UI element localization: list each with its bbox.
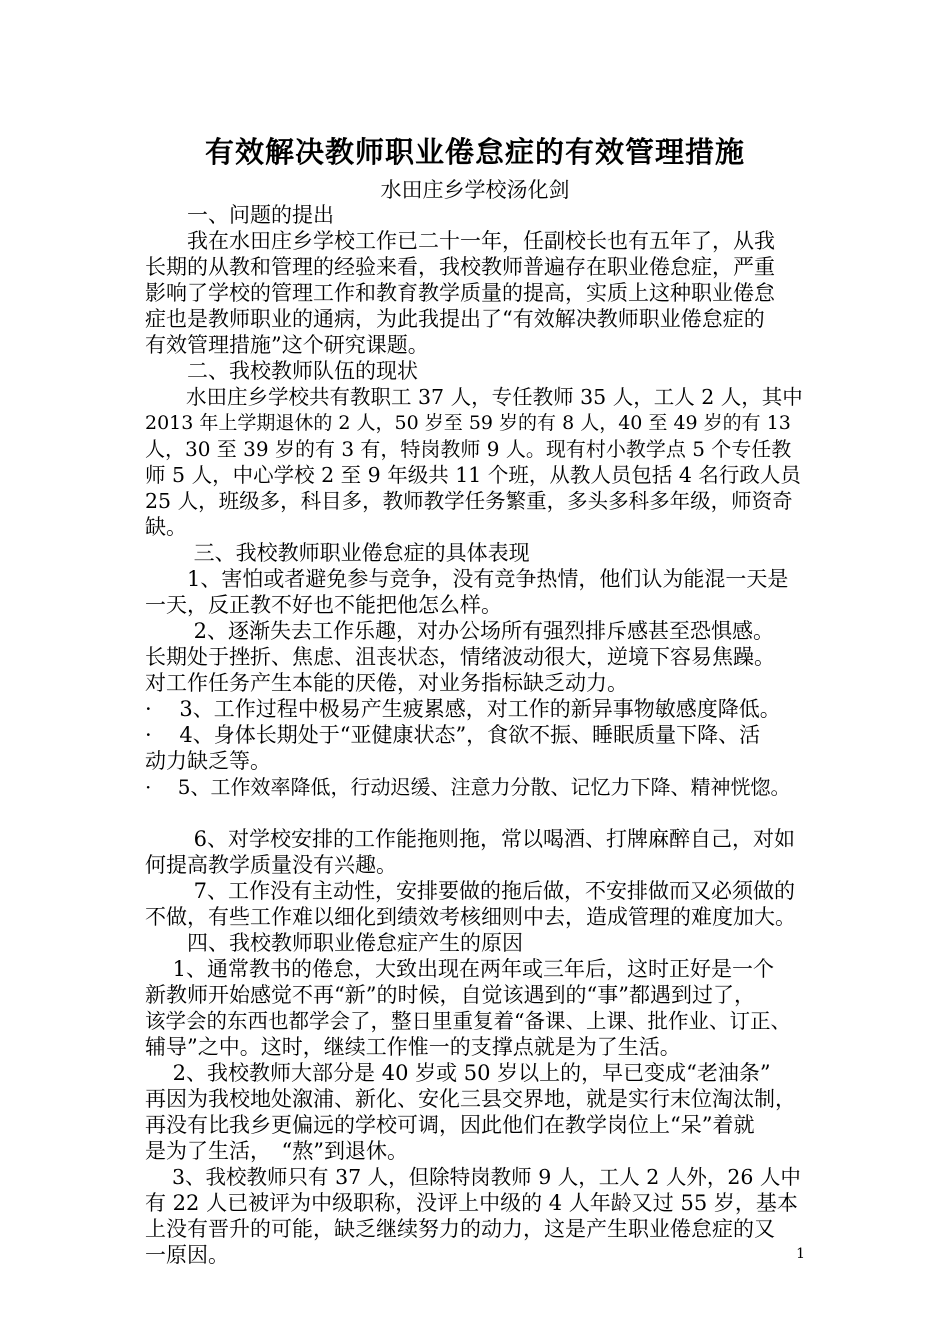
text-line: · 4、身体长期处于“亚健康状态”，食欲不振、睡眠质量下降、活 — [145, 723, 761, 747]
text-line: 一、问题的提出 — [145, 203, 334, 227]
text-line: 四、我校教师职业倦怠症产生的原因 — [145, 931, 523, 955]
text-line: 辅导”之中。这时，继续工作惟一的支撑点就是为了生活。 — [145, 1035, 681, 1059]
text-line: 1、害怕或者避免参与竞争，没有竞争热情，他们认为能混一天是 — [145, 567, 789, 591]
text-line: 一原因。 — [145, 1243, 229, 1267]
text-line: 3、我校教师只有 37 人，但除特岗教师 9 人，工人 2 人外，26 人中 — [145, 1165, 801, 1189]
text-line: 长期的从教和管理的经验来看，我校教师普遍存在职业倦怠症，严重 — [145, 255, 775, 279]
text-line: 人，30 至 39 岁的有 3 有，特岗教师 9 人。现有村小教学点 5 个专任教 — [145, 437, 792, 461]
text-line: 7、工作没有主动性，安排要做的拖后做，不安排做而又必须做的 — [145, 879, 796, 903]
text-line: 我在水田庄乡学校工作已二十一年，任副校长也有五年了，从我 — [145, 229, 775, 253]
text-line: 二、我校教师队伍的现状 — [145, 359, 418, 383]
text-line: 该学会的东西也都学会了，整日里重复着“备课、上课、批作业、订正、 — [145, 1009, 791, 1033]
text-line: 何提高教学质量没有兴趣。 — [145, 853, 397, 877]
text-line: 2、我校教师大部分是 40 岁或 50 岁以上的，早已变成“老油条” — [145, 1061, 771, 1085]
text-line: 缺。 — [145, 515, 187, 539]
text-line: 有效管理措施”这个研究课题。 — [145, 333, 429, 357]
text-line: 再没有比我乡更偏远的学校可调，因此他们在教学岗位上“呆”着就 — [145, 1113, 755, 1137]
text-line: 对工作任务产生本能的厌倦，对业务指标缺乏动力。 — [145, 671, 628, 695]
text-line: 1、通常教书的倦怠，大致出现在两年或三年后，这时正好是一个 — [145, 957, 775, 981]
text-line: 症也是教师职业的通病，为此我提出了“有效解决教师职业倦怠症的 — [145, 307, 765, 331]
document-author: 水田庄乡学校汤化剑 — [380, 178, 570, 202]
text-line: · 3、工作过程中极易产生疲累感，对工作的新异事物敏感度降低。 — [145, 697, 781, 721]
text-line: 6、对学校安排的工作能拖则拖，常以喝酒、打牌麻醉自己，对如 — [145, 827, 796, 851]
text-line: 影响了学校的管理工作和教育教学质量的提高，实质上这种职业倦怠 — [145, 281, 775, 305]
text-line: 再因为我校地处溆浦、新化、安化三县交界地，就是实行末位淘汰制， — [145, 1087, 796, 1111]
text-line: 有 22 人已被评为中级职称，没评上中级的 4 人年龄又过 55 岁，基本 — [145, 1191, 798, 1215]
text-line: 上没有晋升的可能，缺乏继续努力的动力，这是产生职业倦怠症的又 — [145, 1217, 775, 1241]
text-line: 长期处于挫折、焦虑、沮丧状态，情绪波动很大，逆境下容易焦躁。 — [145, 645, 775, 669]
text-line: 25 人，班级多，科目多，教师教学任务繁重，多头多科多年级，师资奇 — [145, 489, 793, 513]
text-line: 是为了生活， “熬”到退休。 — [145, 1139, 408, 1163]
text-line: 2、逐渐失去工作乐趣，对办公场所有强烈排斥感甚至恐惧感。 — [145, 619, 775, 643]
text-line: 2013 年上学期退休的 2 人，50 岁至 59 岁的有 8 人，40 至 49 岁的有 13 — [145, 412, 791, 434]
text-line: · 5、工作效率降低，行动迟缓、注意力分散、记忆力下降、精神恍惚。 — [145, 775, 791, 799]
text-line: 新教师开始感觉不再“新”的时候，自觉该遇到的“事”都遇到过了， — [145, 983, 755, 1007]
text-line: 师 5 人，中心学校 2 至 9 年级共 11 个班，从教人员包括 4 名行政人员 — [145, 463, 801, 487]
text-line: 不做，有些工作难以细化到绩效考核细则中去，造成管理的难度加大。 — [145, 905, 796, 929]
page-number: 1 — [796, 1246, 805, 1262]
text-line: 水田庄乡学校共有教职工 37 人，专任教师 35 人，工人 2 人，其中 — [145, 385, 803, 409]
text-line: 一天，反正教不好也不能把他怎么样。 — [145, 593, 502, 617]
text-line: 三、我校教师职业倦怠症的具体表现 — [145, 541, 530, 565]
text-line: 动力缺乏等。 — [145, 749, 271, 773]
document-title: 有效解决教师职业倦怠症的有效管理措施 — [204, 135, 745, 169]
